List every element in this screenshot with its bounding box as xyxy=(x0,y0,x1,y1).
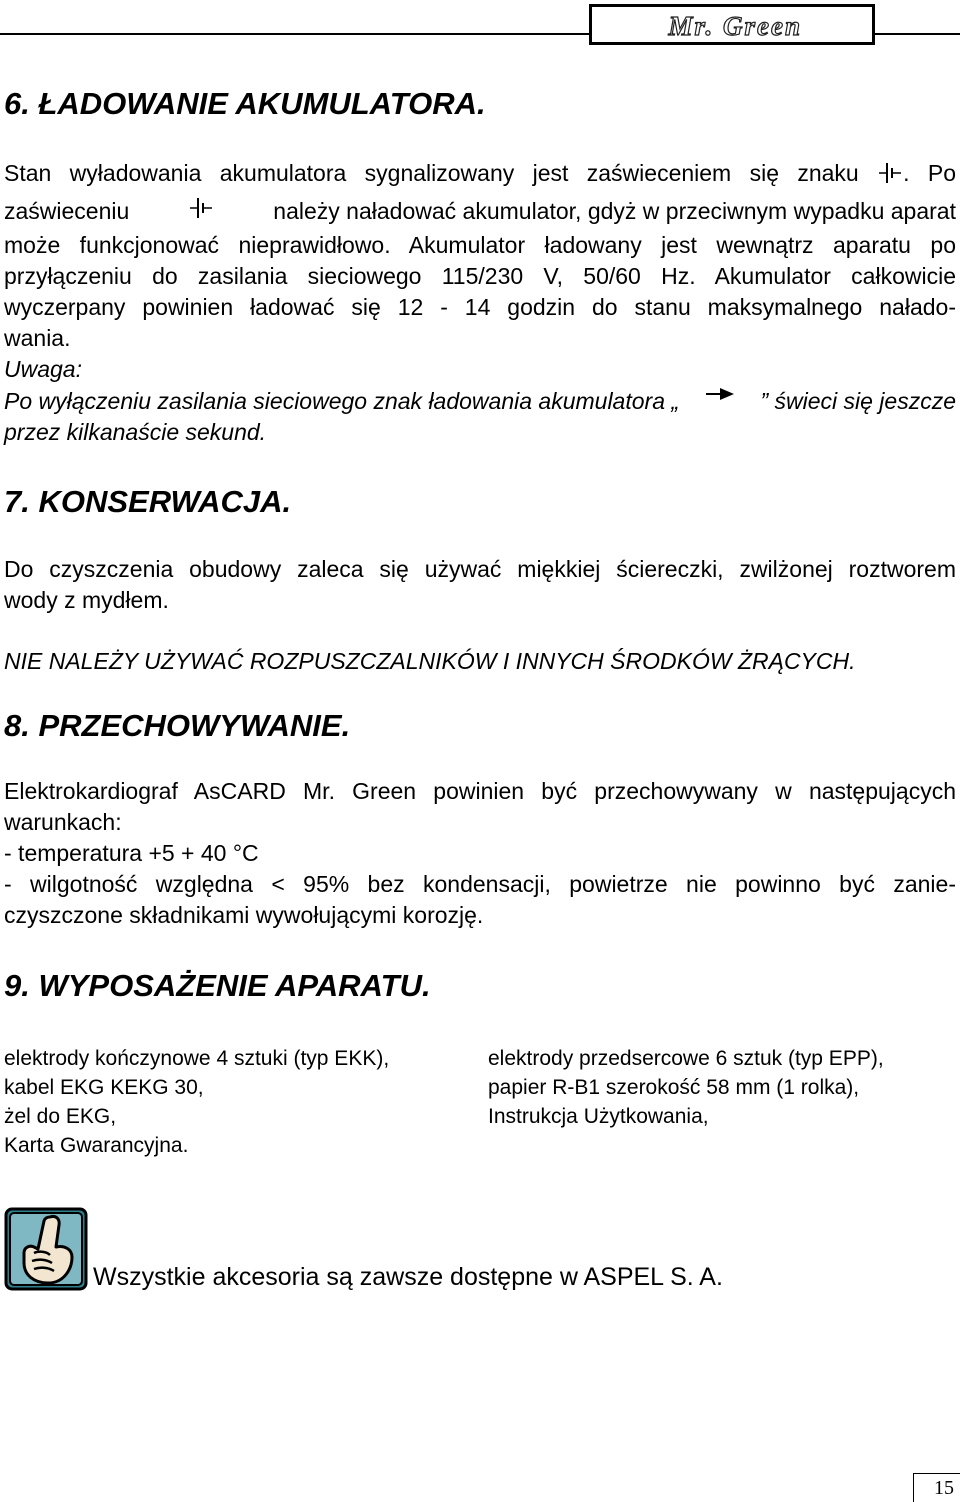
accessories-note: Wszystkie akcesoria są zawsze dostępne w ASPEL S. A. xyxy=(93,1263,723,1291)
section-8-line-4: - wilgotność względna < 95% bez kondensacji, powietrze nie powinno być zanie- xyxy=(4,871,956,897)
text-fragment: należy naładować akumulator, gdyż w przeciwnym wypadku aparat xyxy=(273,198,956,224)
charging-arrow-icon xyxy=(704,386,736,402)
battery-discharged-icon xyxy=(877,161,903,185)
list-item: żel do EKG, xyxy=(4,1105,117,1128)
section-6-line-1 xyxy=(4,158,956,189)
equipment-list-left xyxy=(4,1044,389,1160)
text-fragment: Stan wyładowania akumulatora sygnalizowany jest zaświeceniem się znaku xyxy=(4,160,859,186)
section-7-line-2: wody z mydłem. xyxy=(4,587,169,613)
equipment-list-right xyxy=(488,1044,884,1131)
section-6-line-2 xyxy=(4,196,956,227)
section-8-line-2: warunkach: xyxy=(4,809,122,835)
section-6-line-4: przyłączeniu do zasilania sieciowego 115/230 V, 50/60 Hz. Akumulator całkowicie xyxy=(4,263,956,289)
note-label: Uwaga: xyxy=(4,356,82,382)
list-item: elektrody kończynowe 4 sztuki (typ EKK), xyxy=(4,1047,390,1070)
section-7-warning: NIE NALEŻY UŻYWAĆ ROZPUSZCZALNIKÓW I INNYCH ŚRODKÓW ŻRĄCYCH. xyxy=(4,648,856,674)
text-fragment: Po wyłączeniu zasilania sieciowego znak ładowania akumulatora „ xyxy=(4,388,680,414)
note-line-1 xyxy=(4,386,956,417)
brand-logo-text: Mr. Green xyxy=(668,11,802,41)
section-6-title: 6. ŁADOWANIE AKUMULATORA. xyxy=(4,86,486,121)
section-8-line-1: Elektrokardiograf AsCARD Mr. Green powinien być przechowywany w następujących xyxy=(4,778,956,804)
section-8-line-3: - temperatura +5 + 40 °C xyxy=(4,840,259,866)
section-7-line-1: Do czyszczenia obudowy zaleca się używać miękkiej ściereczki, zwilżonej roztworem xyxy=(4,556,956,582)
section-9-title: 9. WYPOSAŻENIE APARATU. xyxy=(4,968,431,1003)
section-6-line-5: wyczerpany powinien ładować się 12 - 14 godzin do stanu maksymalnego nałado- xyxy=(4,294,956,320)
section-8-title: 8. PRZECHOWYWANIE. xyxy=(4,708,351,743)
text-fragment: zaświeceniu xyxy=(4,198,130,224)
list-item: elektrody przedsercowe 6 sztuk (typ EPP), xyxy=(488,1047,884,1070)
pointing-hand-icon xyxy=(4,1207,88,1291)
section-7-title: 7. KONSERWACJA. xyxy=(4,484,292,519)
text-fragment: ” świeci się jeszcze xyxy=(760,388,956,414)
battery-discharged-icon xyxy=(188,196,214,220)
page-number-box xyxy=(913,1473,960,1502)
note-line-2: przez kilkanaście sekund. xyxy=(4,419,267,445)
list-item: kabel EKG KEKG 30, xyxy=(4,1076,204,1099)
section-6-line-3: może funkcjonować nieprawidłowo. Akumulator ładowany jest wewnątrz aparatu po xyxy=(4,232,956,258)
page-number: 15 xyxy=(934,1477,954,1499)
section-8-line-5: czyszczone składnikami wywołującymi korozję. xyxy=(4,902,484,928)
text-fragment: . Po xyxy=(903,160,956,186)
brand-logo xyxy=(589,4,875,45)
list-item: Instrukcja Użytkowania, xyxy=(488,1105,709,1128)
section-6-line-6: wania. xyxy=(4,325,71,351)
list-item: papier R-B1 szerokość 58 mm (1 rolka), xyxy=(488,1076,860,1099)
list-item: Karta Gwarancyjna. xyxy=(4,1134,189,1157)
